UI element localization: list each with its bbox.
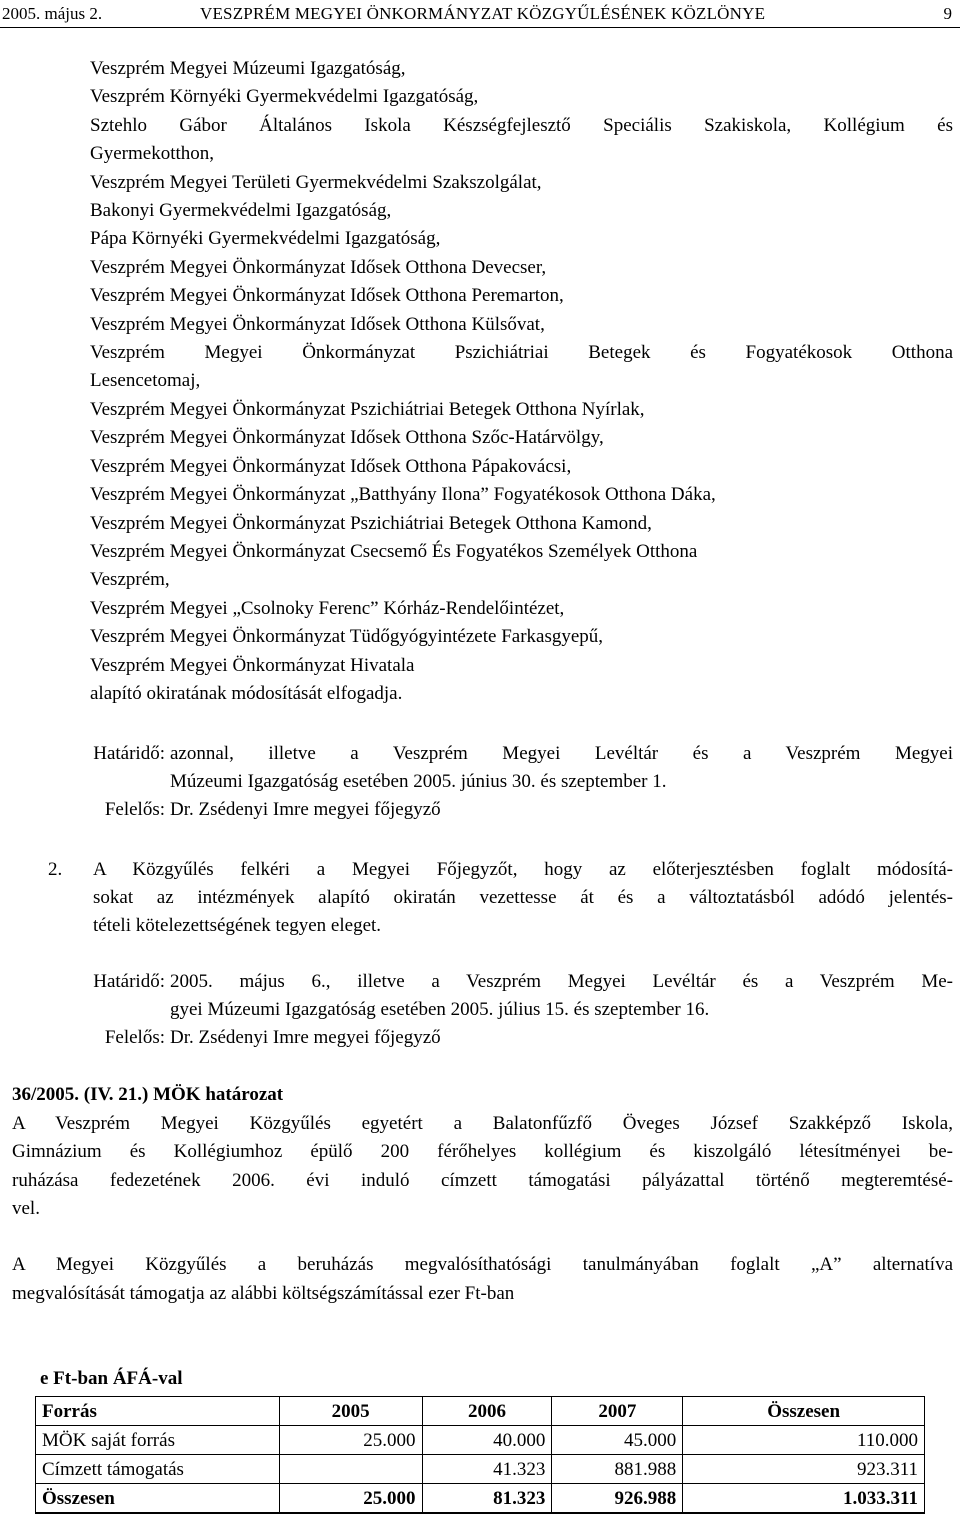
paragraph-line: A Megyei Közgyűlés a beruházás megvalósíthatósági tanulmányában foglalt „A” alternatíva bbox=[12, 1254, 953, 1275]
resolution-block bbox=[12, 1081, 953, 1224]
column-header: 2006 bbox=[422, 1397, 552, 1426]
responsible-text: Dr. Zsédenyi Imre megyei főjegyző bbox=[170, 799, 441, 820]
column-header: 2005 bbox=[279, 1397, 422, 1426]
responsible-label: Felelős: bbox=[104, 799, 165, 820]
page-header bbox=[0, 0, 960, 32]
list-item: Veszprém Megyei Önkormányzat Csecsemő És Fogyatékos Személyek Otthona bbox=[90, 540, 698, 562]
table-cell: 926.988 bbox=[552, 1484, 683, 1514]
list-item: Gyermekotthon, bbox=[90, 143, 215, 165]
table-cell: 25.000 bbox=[279, 1484, 422, 1514]
list-item: Veszprém Megyei Önkormányzat Pszichiátriai Betegek és Fogyatékosok Otthona bbox=[90, 342, 953, 364]
list-item: Veszprém Megyei Önkormányzat Idősek Otthona Szőc-Határvölgy, bbox=[90, 427, 604, 449]
item-number: 2. bbox=[48, 859, 63, 880]
header-title: VESZPRÉM MEGYEI ÖNKORMÁNYZAT KÖZGYŰLÉSÉNEK KÖZLÖNYE bbox=[200, 4, 766, 23]
list-item: alapító okiratának módosítását elfogadja. bbox=[90, 682, 403, 704]
deadline-text: gyei Múzeumi Igazgatóság esetében 2005. július 15. és szeptember 16. bbox=[170, 999, 710, 1020]
paragraph-line: megvalósítását támogatja az alábbi költségszámítással ezer Ft-ban bbox=[12, 1282, 515, 1304]
institution-list bbox=[90, 55, 953, 708]
cost-table bbox=[35, 1396, 925, 1514]
list-item: Veszprém Megyei Önkormányzat „Batthyány Ilona” Fogyatékosok Otthona Dáka, bbox=[90, 484, 716, 506]
table-row bbox=[36, 1426, 925, 1455]
table-header-row bbox=[36, 1397, 925, 1426]
list-item: Veszprém, bbox=[90, 569, 170, 591]
column-header: 2007 bbox=[552, 1397, 683, 1426]
list-item: Veszprém Megyei Önkormányzat Idősek Otthona Külsővat, bbox=[90, 313, 545, 335]
list-item: Veszprém Megyei Önkormányzat Pszichiátriai Betegek Otthona Nyírlak, bbox=[90, 398, 645, 420]
column-header: Összesen bbox=[683, 1397, 925, 1426]
table-cell: 25.000 bbox=[279, 1426, 422, 1455]
item-line: A Közgyűlés felkéri a Megyei Főjegyzőt, hogy az előterjesztésben foglalt módosítá- bbox=[93, 859, 953, 880]
deadline-text: 2005. május 6., illetve a Veszprém Megyei Levéltár és a Veszprém Me- bbox=[170, 971, 953, 992]
responsible-label: Felelős: bbox=[104, 1027, 165, 1048]
responsible-text: Dr. Zsédenyi Imre megyei főjegyző bbox=[170, 1027, 441, 1048]
list-item: Veszprém Megyei Önkormányzat Idősek Otthona Peremarton, bbox=[90, 285, 564, 307]
deadline-label: Határidő: bbox=[93, 743, 165, 764]
deadline-label: Határidő: bbox=[93, 971, 165, 992]
list-item: Veszprém Megyei Önkormányzat Pszichiátriai Betegek Otthona Kamond, bbox=[90, 512, 652, 534]
table-total-row bbox=[36, 1484, 925, 1514]
list-item: Veszprém Megyei Önkormányzat Idősek Otthona Pápakovácsi, bbox=[90, 455, 572, 477]
list-item: Pápa Környéki Gyermekvédelmi Igazgatóság, bbox=[90, 228, 441, 250]
item-body bbox=[93, 856, 953, 940]
table-cell: 110.000 bbox=[683, 1426, 925, 1455]
table-cell: 45.000 bbox=[552, 1426, 683, 1455]
item-line: tételi kötelezettségének tegyen eleget. bbox=[93, 915, 382, 936]
list-item: Veszprém Megyei Önkormányzat Idősek Otthona Devecser, bbox=[90, 256, 547, 278]
table-cell: 81.323 bbox=[422, 1484, 552, 1514]
table-cell: Címzett támogatás bbox=[36, 1455, 280, 1484]
table-cell: 41.323 bbox=[422, 1455, 552, 1484]
paragraph-line: Gimnázium és Kollégiumhoz épülő 200 férőhelyes kollégium és kiszolgáló létesítményei be- bbox=[12, 1141, 953, 1162]
paragraph-line: ruházása fedezetének 2006. évi induló címzett támogatási pályázattal történő megteremtésé- bbox=[12, 1169, 953, 1191]
table-cell bbox=[279, 1455, 422, 1484]
item-line: sokat az intézmények alapító okiratán vezettesse át és a változtatásból adódó jelentés- bbox=[93, 887, 953, 908]
deadline-text: Múzeumi Igazgatóság esetében 2005. június 30. és szeptember 1. bbox=[170, 771, 667, 792]
header-rule bbox=[0, 27, 960, 28]
list-item: Veszprém Megyei Területi Gyermekvédelmi Szakszolgálat, bbox=[90, 171, 542, 193]
table-cell: MÖK saját forrás bbox=[36, 1426, 280, 1455]
deadline-block-2 bbox=[25, 968, 953, 1058]
paragraph-line: vel. bbox=[12, 1198, 40, 1219]
list-item: Veszprém Környéki Gyermekvédelmi Igazgatóság, bbox=[90, 86, 479, 108]
list-item: Veszprém Megyei Önkormányzat Tüdőgyógyintézete Farkasgyepű, bbox=[90, 626, 604, 648]
header-date: 2005. május 2. bbox=[2, 4, 103, 23]
cost-paragraph bbox=[12, 1251, 953, 1308]
list-item: Veszprém Megyei „Csolnoky Ferenc” Kórház-Rendelőintézet, bbox=[90, 597, 565, 619]
table-cell: 1.033.311 bbox=[683, 1484, 925, 1514]
deadline-block-1 bbox=[25, 740, 953, 830]
table-cell: Összesen bbox=[36, 1484, 280, 1514]
table-caption: e Ft-ban ÁFÁ-val bbox=[40, 1368, 183, 1389]
table-cell: 40.000 bbox=[422, 1426, 552, 1455]
page-number: 9 bbox=[943, 4, 952, 23]
table-row bbox=[36, 1455, 925, 1484]
list-item: Sztehlo Gábor Általános Iskola Készségfejlesztő Speciális Szakiskola, Kollégium és bbox=[90, 114, 953, 136]
table-cell: 923.311 bbox=[683, 1455, 925, 1484]
resolution-heading: 36/2005. (IV. 21.) MÖK határozat bbox=[12, 1084, 284, 1105]
paragraph-line: A Veszprém Megyei Közgyűlés egyetért a Balatonfűzfő Öveges József Szakképző Iskola, bbox=[12, 1112, 953, 1134]
list-item: Veszprém Megyei Múzeumi Igazgatóság, bbox=[90, 58, 406, 79]
list-item: Bakonyi Gyermekvédelmi Igazgatóság, bbox=[90, 200, 392, 222]
deadline-text: azonnal, illetve a Veszprém Megyei Levéltár és a Veszprém Megyei bbox=[170, 743, 953, 764]
table-cell: 881.988 bbox=[552, 1455, 683, 1484]
list-item: Lesencetomaj, bbox=[90, 370, 201, 392]
list-item: Veszprém Megyei Önkormányzat Hivatala bbox=[90, 654, 415, 676]
column-header: Forrás bbox=[36, 1397, 280, 1426]
